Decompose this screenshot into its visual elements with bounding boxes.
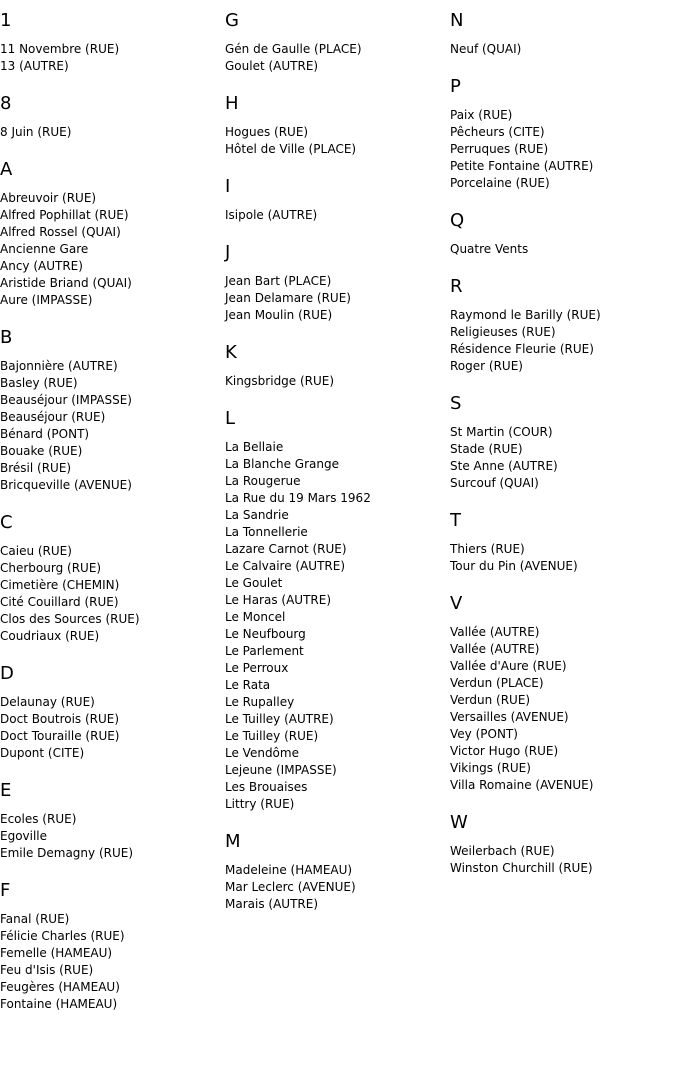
street-list-item[interactable]: Gén de Gaulle (PLACE) [225, 42, 362, 56]
letter-heading: G [225, 10, 239, 31]
letter-heading: P [450, 76, 461, 97]
street-list-item[interactable]: Hogues (RUE) [225, 125, 309, 139]
street-list [0, 190, 222, 309]
street-list-item[interactable]: Félicie Charles (RUE) [0, 929, 125, 943]
street-list-item[interactable]: Neuf (QUAI) [450, 42, 522, 56]
street-list-item[interactable]: Ste Anne (AUTRE) [450, 459, 558, 473]
letter-group [0, 663, 222, 762]
street-list-item[interactable]: Kingsbridge (RUE) [225, 374, 335, 388]
street-list-item[interactable]: Résidence Fleurie (RUE) [450, 342, 594, 356]
street-list-item[interactable]: Versailles (AVENUE) [450, 710, 569, 724]
street-list-item[interactable]: Vallée (AUTRE) [450, 642, 540, 656]
street-list [0, 911, 222, 1013]
street-list-item[interactable]: Feu d'Isis (RUE) [0, 963, 94, 977]
street-list-item[interactable]: Religieuses (RUE) [450, 325, 556, 339]
street-list-item[interactable]: Tour du Pin (AVENUE) [450, 559, 578, 573]
street-list-item[interactable]: Ancy (AUTRE) [0, 259, 83, 273]
index-column-3 [450, 10, 672, 895]
street-list-item[interactable]: Mar Leclerc (AVENUE) [225, 880, 356, 894]
street-list [225, 439, 447, 813]
street-list-item[interactable]: Alfred Rossel (QUAI) [0, 225, 121, 239]
street-list-item[interactable]: Le Neufbourg [225, 627, 306, 641]
street-list [0, 811, 222, 862]
street-list-item[interactable]: Perruques (RUE) [450, 142, 549, 156]
street-list-item[interactable]: Les Brouaises [225, 780, 308, 794]
letter-heading: K [225, 342, 237, 363]
street-list [225, 124, 447, 158]
street-list-item[interactable]: 13 (AUTRE) [0, 59, 69, 73]
street-list-item[interactable]: Goulet (AUTRE) [225, 59, 319, 73]
letter-heading: R [450, 276, 463, 297]
street-list-item[interactable]: Beauséjour (RUE) [0, 410, 106, 424]
letter-heading: T [450, 510, 461, 531]
street-list-item[interactable]: Paix (RUE) [450, 108, 513, 122]
street-list [450, 424, 672, 492]
street-list [0, 543, 222, 645]
street-list-item[interactable]: Fontaine (HAMEAU) [0, 997, 118, 1011]
street-list-item[interactable]: Fanal (RUE) [0, 912, 70, 926]
letter-group [225, 176, 447, 224]
street-list-item[interactable]: Le Calvaire (AUTRE) [225, 559, 345, 573]
street-list [450, 107, 672, 192]
street-list-item[interactable]: Roger (RUE) [450, 359, 523, 373]
street-list-item[interactable]: Ancienne Gare [0, 242, 89, 256]
letter-heading: W [450, 812, 468, 833]
street-list-item[interactable]: Feugères (HAMEAU) [0, 980, 120, 994]
letter-group [0, 10, 222, 75]
street-list-item[interactable]: Clos des Sources (RUE) [0, 612, 140, 626]
street-list-item[interactable]: Littry (RUE) [225, 797, 295, 811]
street-list [0, 41, 222, 75]
street-list [450, 843, 672, 877]
street-list-item[interactable]: Vallée d'Aure (RUE) [450, 659, 567, 673]
street-list-item[interactable]: Raymond le Barilly (RUE) [450, 308, 601, 322]
street-list-item[interactable]: Le Tuilley (RUE) [225, 729, 319, 743]
street-list-item[interactable]: Victor Hugo (RUE) [450, 744, 559, 758]
letter-heading: E [0, 780, 12, 801]
letter-heading: D [0, 663, 14, 684]
street-list-item[interactable]: Verdun (RUE) [450, 693, 531, 707]
street-list-item[interactable]: Bouake (RUE) [0, 444, 83, 458]
street-list-item[interactable]: Isipole (AUTRE) [225, 208, 318, 222]
street-list-item[interactable]: Beauséjour (IMPASSE) [0, 393, 132, 407]
street-list-item[interactable]: Surcouf (QUAI) [450, 476, 539, 490]
street-list-item[interactable]: Bricqueville (AVENUE) [0, 478, 132, 492]
street-list-item[interactable]: St Martin (COUR) [450, 425, 553, 439]
street-list-item[interactable]: Cimetière (CHEMIN) [0, 578, 120, 592]
letter-heading: 8 [0, 93, 12, 114]
street-list-item[interactable]: Le Tuilley (AUTRE) [225, 712, 334, 726]
letter-heading: J [225, 242, 231, 263]
letter-heading: B [0, 327, 13, 348]
street-list-item[interactable]: Cité Couillard (RUE) [0, 595, 119, 609]
street-list-item[interactable]: Villa Romaine (AVENUE) [450, 778, 594, 792]
street-list-item[interactable]: Egoville [0, 829, 48, 843]
street-list-item[interactable]: Le Moncel [225, 610, 286, 624]
letter-group [450, 276, 672, 375]
letter-group [225, 342, 447, 390]
street-list-item[interactable]: Dupont (CITE) [0, 746, 85, 760]
street-list-item[interactable]: Femelle (HAMEAU) [0, 946, 113, 960]
street-list-item[interactable]: Brésil (RUE) [0, 461, 72, 475]
street-list-item[interactable]: Winston Churchill (RUE) [450, 861, 593, 875]
street-list-item[interactable]: Petite Fontaine (AUTRE) [450, 159, 594, 173]
street-list-item[interactable]: Jean Bart (PLACE) [225, 274, 332, 288]
letter-heading: M [225, 831, 241, 852]
street-list-item[interactable]: Le Haras (AUTRE) [225, 593, 332, 607]
street-list-item[interactable]: Alfred Pophillat (RUE) [0, 208, 129, 222]
street-list-item[interactable]: Ecoles (RUE) [0, 812, 77, 826]
street-list-item[interactable]: Porcelaine (RUE) [450, 176, 550, 190]
street-list-item[interactable]: Doct Touraille (RUE) [0, 729, 120, 743]
street-list-item[interactable]: Vey (PONT) [450, 727, 518, 741]
street-list-item[interactable]: Aristide Briand (QUAI) [0, 276, 132, 290]
letter-group [0, 327, 222, 494]
letter-heading: L [225, 408, 236, 429]
street-list-item[interactable]: Abreuvoir (RUE) [0, 191, 97, 205]
letter-group [225, 408, 447, 813]
letter-group [450, 593, 672, 794]
street-list-item[interactable]: Stade (RUE) [450, 442, 523, 456]
street-list-item[interactable]: La Rougerue [225, 474, 301, 488]
street-list-item[interactable]: Le Parlement [225, 644, 304, 658]
street-list-item[interactable]: Bénard (PONT) [0, 427, 90, 441]
street-list [225, 862, 447, 913]
street-list-item[interactable]: Coudriaux (RUE) [0, 629, 100, 643]
street-list-item[interactable]: Le Perroux [225, 661, 289, 675]
street-list-item[interactable]: Le Vendôme [225, 746, 299, 760]
street-list [225, 373, 447, 390]
street-list-item[interactable]: La Tonnellerie [225, 525, 308, 539]
index-column-1 [0, 10, 222, 1031]
letter-group [0, 93, 222, 141]
street-list-item[interactable]: Verdun (PLACE) [450, 676, 544, 690]
letter-group [225, 93, 447, 158]
letter-group [225, 242, 447, 324]
letter-group [225, 10, 447, 75]
letter-heading: S [450, 393, 462, 414]
street-list-item[interactable]: La Sandrie [225, 508, 289, 522]
street-list [0, 124, 222, 141]
letter-heading: 1 [0, 10, 12, 31]
street-list-item[interactable]: Le Goulet [225, 576, 283, 590]
letter-group [450, 10, 672, 58]
letter-group [225, 831, 447, 913]
letter-group [450, 812, 672, 877]
street-list-item[interactable]: Aure (IMPASSE) [0, 293, 93, 307]
index-column-2 [225, 10, 447, 931]
letter-group [450, 76, 672, 192]
street-list-item[interactable]: Basley (RUE) [0, 376, 78, 390]
letter-heading: N [450, 10, 464, 31]
street-list-item[interactable]: Vallée (AUTRE) [450, 625, 540, 639]
street-list-item[interactable]: Jean Moulin (RUE) [225, 308, 333, 322]
street-list-item[interactable]: Vikings (RUE) [450, 761, 531, 775]
street-list-item[interactable]: La Rue du 19 Mars 1962 [225, 491, 371, 505]
street-list-item[interactable]: Emile Demagny (RUE) [0, 846, 134, 860]
letter-heading: F [0, 880, 11, 901]
street-list [225, 207, 447, 224]
street-list-item[interactable]: Caieu (RUE) [0, 544, 72, 558]
street-list-item[interactable]: Pêcheurs (CITE) [450, 125, 545, 139]
street-list-item[interactable]: Bajonnière (AUTRE) [0, 359, 118, 373]
street-list [0, 358, 222, 494]
street-list-item[interactable]: Madeleine (HAMEAU) [225, 863, 353, 877]
street-list-item[interactable]: Jean Delamare (RUE) [225, 291, 351, 305]
street-list [0, 694, 222, 762]
street-list-item[interactable]: Cherbourg (RUE) [0, 561, 102, 575]
letter-group [0, 880, 222, 1013]
street-list-item[interactable]: Le Rata [225, 678, 271, 692]
street-list-item[interactable]: Hôtel de Ville (PLACE) [225, 142, 357, 156]
street-list-item[interactable]: Quatre Vents [450, 242, 529, 256]
street-list-item[interactable]: 8 Juin (RUE) [0, 125, 72, 139]
street-list-item[interactable]: Lazare Carnot (RUE) [225, 542, 347, 556]
letter-heading: V [450, 593, 463, 614]
street-list [450, 241, 672, 258]
street-list-item[interactable]: Le Rupalley [225, 695, 295, 709]
letter-heading: H [225, 93, 239, 114]
street-list-item[interactable]: Doct Boutrois (RUE) [0, 712, 120, 726]
letter-heading: I [225, 176, 231, 197]
street-list-item[interactable]: La Bellaie [225, 440, 284, 454]
street-list [450, 541, 672, 575]
street-list-item[interactable]: Thiers (RUE) [450, 542, 525, 556]
street-list-item[interactable]: 11 Novembre (RUE) [0, 42, 120, 56]
street-list [225, 41, 447, 75]
street-list-item[interactable]: La Blanche Grange [225, 457, 339, 471]
letter-group [450, 510, 672, 575]
street-list [450, 41, 672, 58]
letter-heading: Q [450, 210, 465, 231]
street-list [225, 273, 447, 324]
letter-heading: C [0, 512, 13, 533]
street-list-item[interactable]: Lejeune (IMPASSE) [225, 763, 337, 777]
letter-group [0, 780, 222, 862]
street-list-item[interactable]: Marais (AUTRE) [225, 897, 318, 911]
street-list-item[interactable]: Weilerbach (RUE) [450, 844, 555, 858]
street-list [450, 307, 672, 375]
letter-heading: A [0, 159, 13, 180]
letter-group [0, 159, 222, 309]
letter-group [450, 393, 672, 492]
street-list-item[interactable]: Delaunay (RUE) [0, 695, 95, 709]
letter-group [0, 512, 222, 645]
street-list [450, 624, 672, 794]
letter-group [450, 210, 672, 258]
